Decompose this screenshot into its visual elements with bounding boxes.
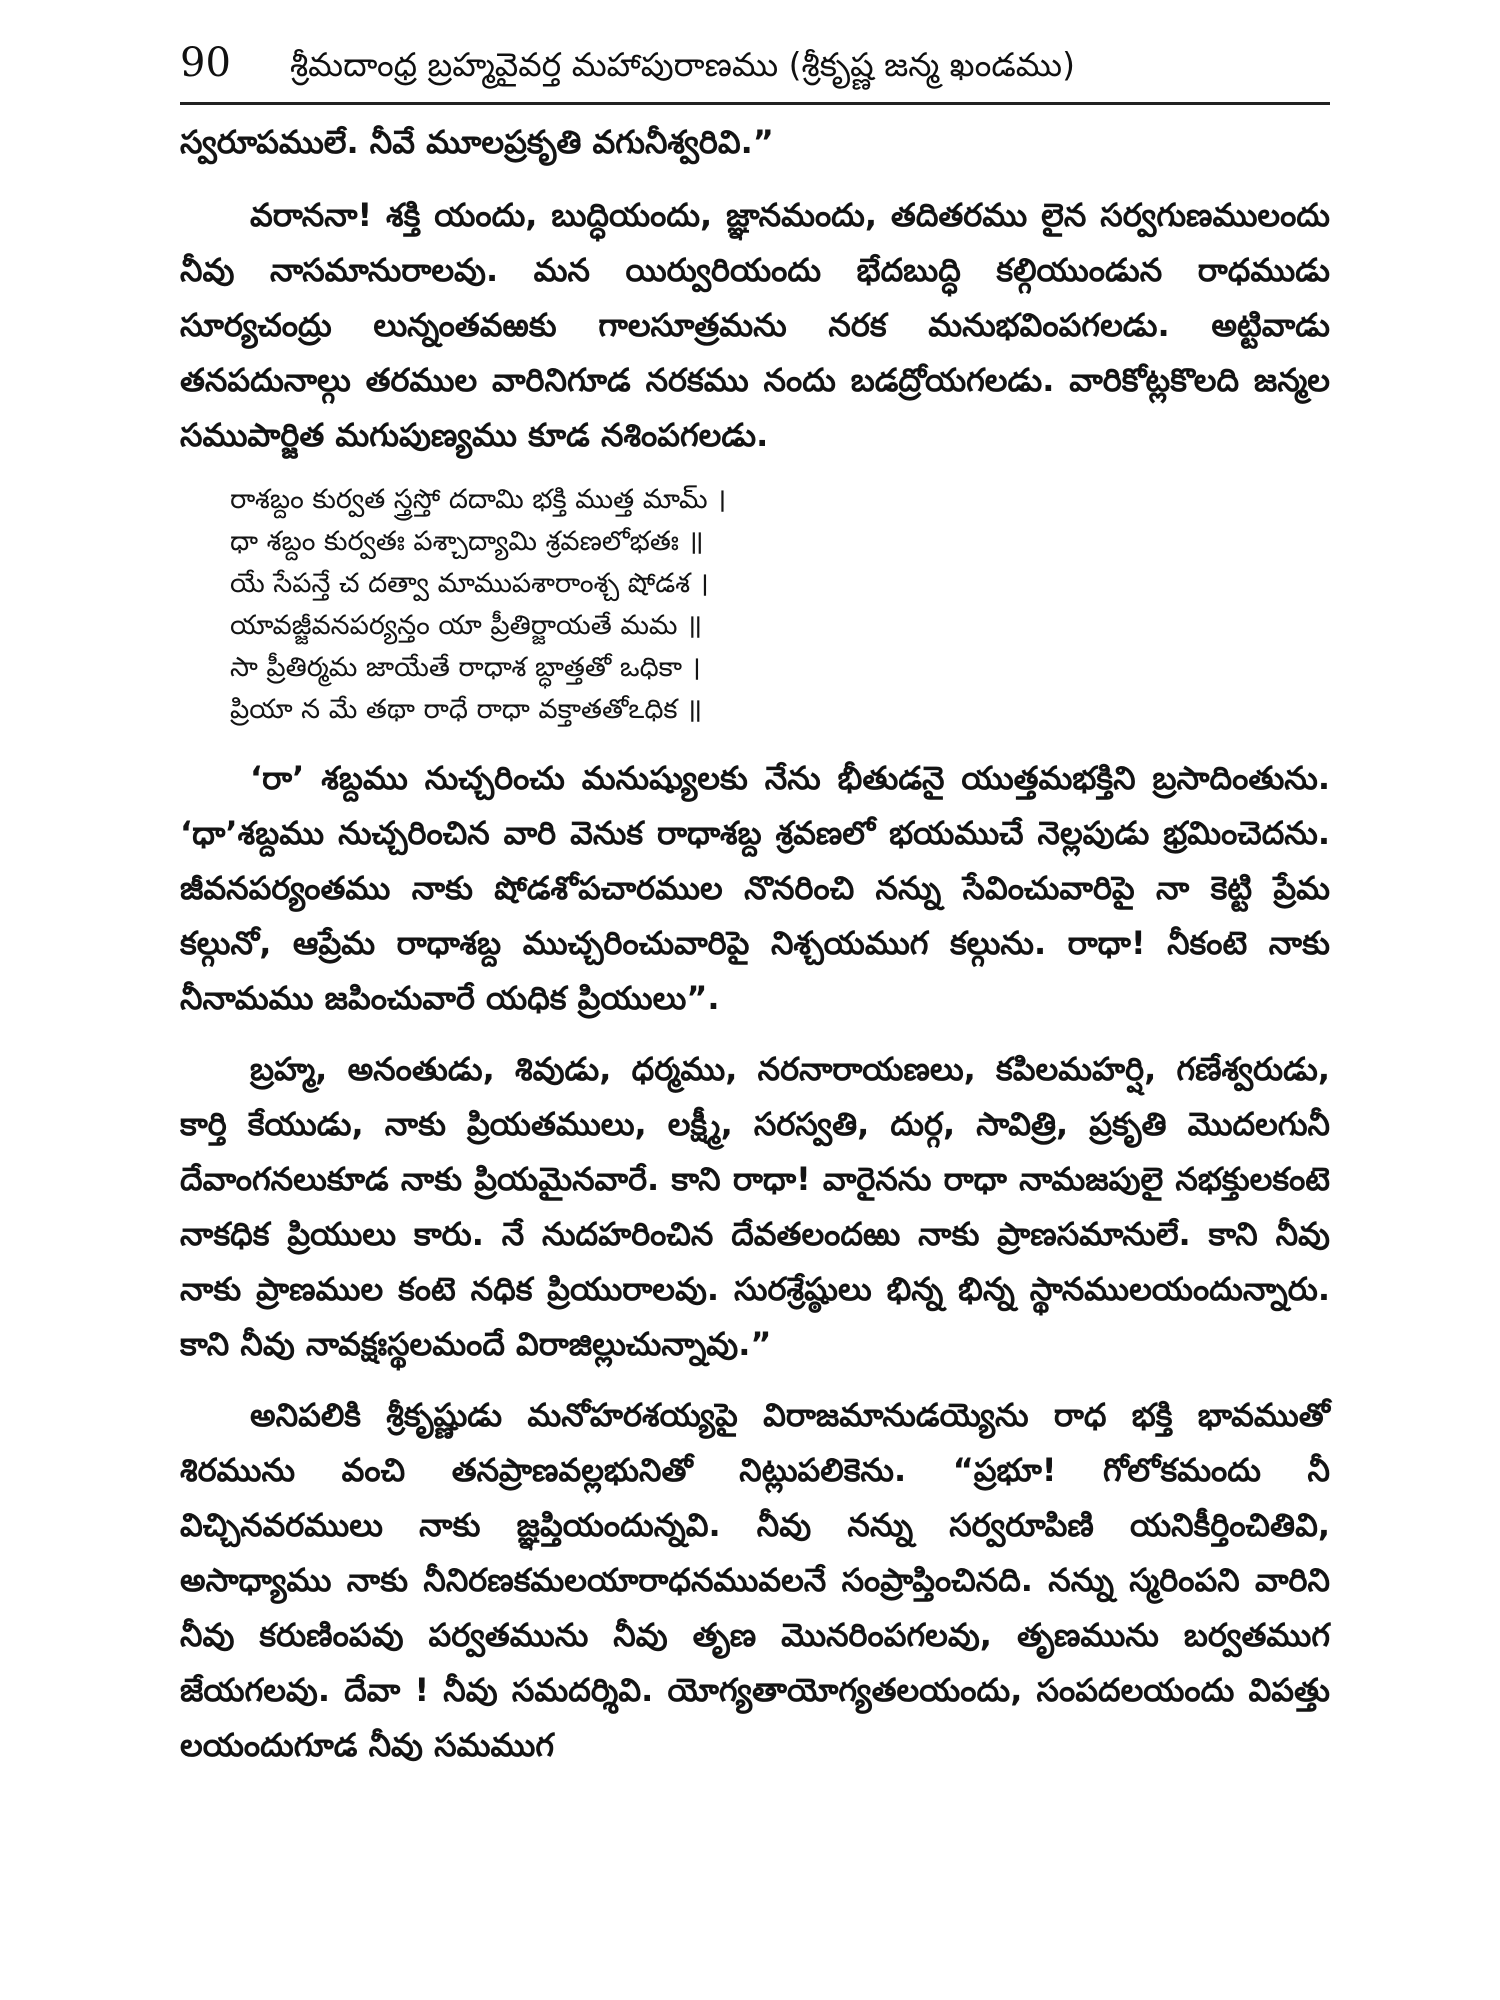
paragraph-radha-reply: అనిపలికి శ్రీకృష్ణుడు మనోహరశయ్యపై విరాజమానుడయ్యెను రాధ భక్తి భావముతో శిరమును వంచి తనప్రాణవల్లభునితో నిట్లుపలికెను. “ప్రభూ! గోలోకమందు నీ విచ్చినవరములు నాకు జ్ఞప్తియందున్నవి. నీవు నన్ను సర్వరూపిణి యనికీర్తించితివి, అసాధ్యాము నాకు నీనిరణకమలయారాధనమువలనే సంప్రాప్తించినది. నన్ను స్మరింపని వారిని నీవు కరుణింపవు పర్వతమును నీవు తృణ మొనరింపగలవు, తృణమును బర్వతముగ జేయగలవు. దేవా ! నీవు సమదర్శివి. యోగ్యతాయోగ్యతలయందు, సంపదలయందు విపత్తు లయందుగూడ నీవు సమముగ [180, 1396, 1330, 1764]
verse-line: యావజ్జీవనపర్యన్తం యా ప్రీతిర్జాయతే మమ ॥ [230, 610, 703, 641]
page-body [180, 115, 1330, 1773]
paragraph-brahma: బ్రహ్మ, అనంతుడు, శివుడు, ధర్మము, నరనారాయణలు, కపిలమహర్షి, గణేశ్వరుడు, కార్తి కేయుడు, నాకు ప్రియతములు, లక్ష్మీ, సరస్వతి, దుర్గ, సావిత్రి, ప్రకృతి మొదలగునీ దేవాంగనలుకూడ నాకు ప్రియమైనవారే. కాని రాధా! వారైనను రాధా నామజపులై నభక్తులకంటె నాకధిక ప్రియులు కారు. నే నుదహరించిన దేవతలందఱు నాకు ప్రాణసమానులే. కాని నీవు నాకు ప్రాణముల కంటె నధిక ప్రియురాలవు. సురశ్రేష్ఠులు భిన్న భిన్న స్థానములయందున్నారు. కాని నీవు నావక్షఃస్థలమందే విరాజిల్లుచున్నావు.” [180, 1050, 1330, 1363]
book-page [180, 40, 1330, 1990]
paragraph-shakti: వరాననా! శక్తి యందు, బుద్ధియందు, జ్ఞానమందు, తదితరము లైన సర్వగుణములందు నీవు నాసమానురాలవు. మన యిర్వురియందు భేదబుద్ధి కల్గియుండున రాధముడు సూర్యచంద్రు లున్నంతవఱకు గాలసూత్రమను నరక మనుభవింపగలడు. అట్టివాడు తనపదునాల్గు తరముల వారినిగూడ నరకము నందు బడద్రోయగలడు. వారికోట్లకొలది జన్మల సముపార్జిత మగుపుణ్యము కూడ నశింపగలడు. [180, 196, 1330, 454]
page-number: 90 [180, 40, 231, 86]
verse-line: సా ప్రీతిర్మమ జాయేతే రాధాశ బ్ధాత్తతో ఒధికా । [230, 652, 701, 683]
running-title: శ్రీమదాంధ్ర బ్రహ్మవైవర్త మహాపురాణము (శ్రీకృష్ణ జన్మ ఖండము) [290, 45, 1075, 84]
paragraph-continuation: స్వరూపములే. నీవే మూలప్రకృతి వగునీశ్వరివి.” [180, 123, 774, 161]
verse-line: ప్రియా న మే తథా రాధే రాధా వక్తాతతోఽధిక ॥ [230, 694, 703, 725]
verse-line: యే సేపన్తే చ దత్వా మాముపశారాంశ్చ షోడశ । [230, 568, 709, 599]
paragraph-ra-shabda: ‘రా’ శబ్దము నుచ్చరించు మనుష్యులకు నేను భీతుడనై యుత్తమభక్తిని బ్రసాదింతును. ‘ధా’శబ్దము నుచ్చరించిన వారి వెనుక రాధాశబ్ద శ్రవణలో భయముచే నెల్లపుడు భ్రమించెదను. జీవనపర్యంతము నాకు షోడశోపచారముల నొనరించి నన్ను సేవించువారిపై నా కెట్టి ప్రేమ కల్గునో, ఆప్రేమ రాధాశబ్ద ముచ్చరించువారిపై నిశ్చయముగ కల్గును. రాధా! నీకంటె నాకు నీనామము జపించువారే యధిక ప్రియులు”. [180, 759, 1330, 1017]
sanskrit-verse-block [230, 479, 1330, 731]
verse-line: ధా శబ్దం కుర్వతః పశ్చాద్యామి శ్రవణలోభతః ॥ [230, 526, 704, 557]
running-header [180, 40, 1330, 105]
verse-line: రాశబ్దం కుర్వత స్త్రస్తో దదామి భక్తి ముత్త మామ్ । [230, 484, 727, 515]
